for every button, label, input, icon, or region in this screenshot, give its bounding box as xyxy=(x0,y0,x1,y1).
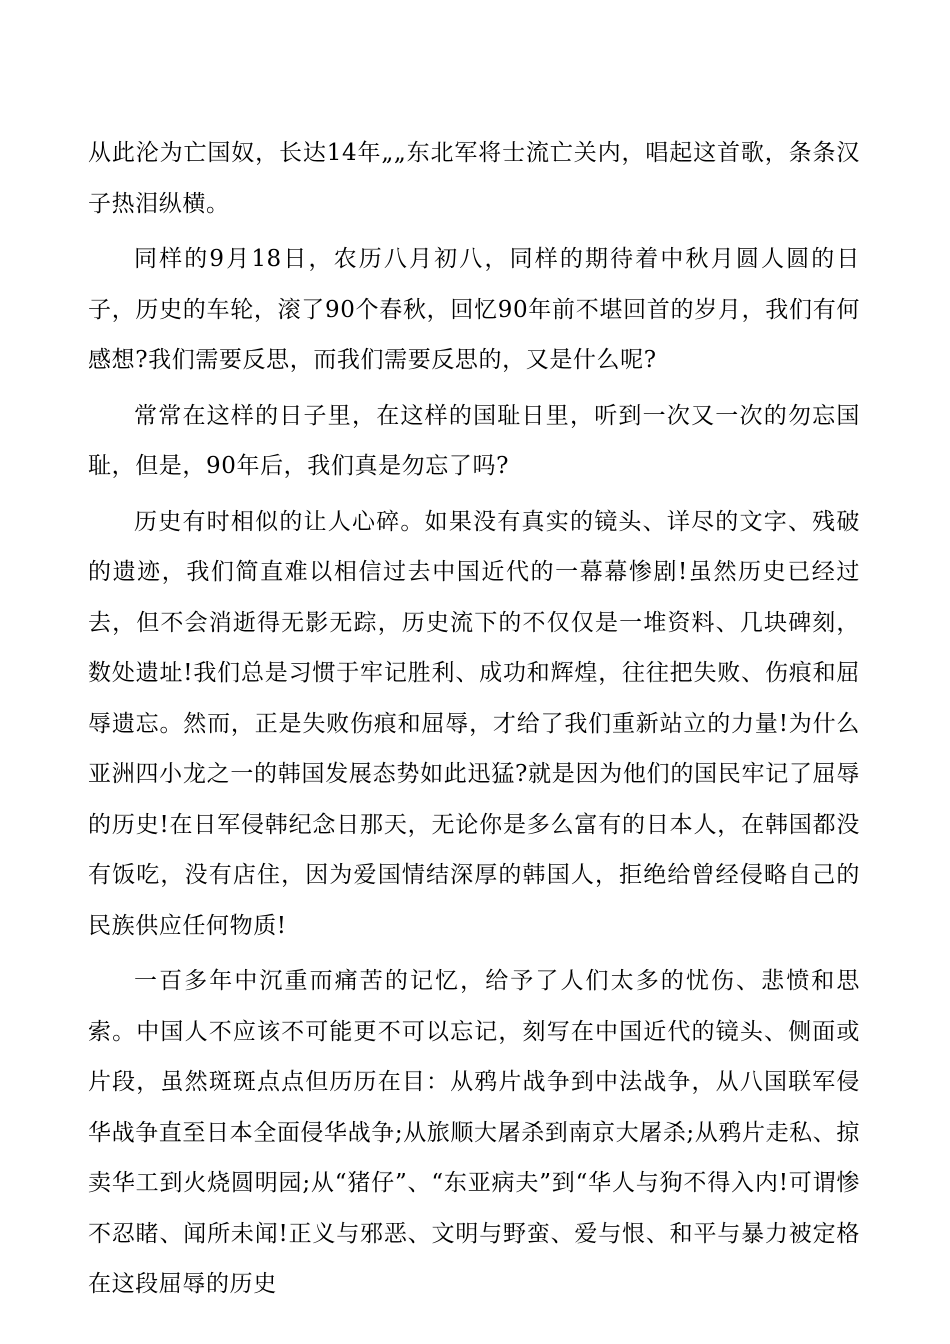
paragraph-2: 同样的9月18日，农历八月初八，同样的期待着中秋月圆人圆的日子，历史的车轮，滚了90个春秋，回忆90年前不堪回首的岁月，我们有何感想?我们需要反思，而我们需要反思的，又是什么呢? xyxy=(88,246,860,373)
document-body xyxy=(88,128,860,1315)
paragraph-5: 一百多年中沉重而痛苦的记忆，给予了人们太多的忧伤、悲愤和思索。中国人不应该不可能更不可以忘记，刻写在中国近代的镜头、侧面或片段，虽然斑斑点点但历历在目：从鸦片战争到中法战争，从八国联军侵华战争直至日本全面侵华战争;从旅顺大屠杀到南京大屠杀;从鸦片走私、掠卖华工到火烧圆明园;从“猪仔”、“东亚病夫”到“华人与狗不得入内!可谓惨不忍睹、闻所未闻!正义与邪恶、文明与野蛮、爱与恨、和平与暴力被定格在这段屈辱的历史 xyxy=(88,968,860,1297)
paragraph-4: 历史有时相似的让人心碎。如果没有真实的镜头、详尽的文字、残破的遗迹，我们简直难以相信过去中国近代的一幕幕惨剧!虽然历史已经过去，但不会消逝得无影无踪，历史流下的不仅仅是一堆资料、几块碑刻，数处遗址!我们总是习惯于牢记胜利、成功和辉煌，往往把失败、伤痕和屈辱遗忘。然而，正是失败伤痕和屈辱，才给了我们重新站立的力量!为什么亚洲四小龙之一的韩国发展态势如此迅猛?就是因为他们的国民牢记了屈辱的历史!在日军侵韩纪念日那天，无论你是多么富有的日本人，在韩国都没有饭吃，没有店住，因为爱国情结深厚的韩国人，拒绝给曾经侵略自己的民族供应任何物质! xyxy=(88,508,860,939)
paragraph-3: 常常在这样的日子里，在这样的国耻日里，听到一次又一次的勿忘国耻，但是，90年后，我们真是勿忘了吗? xyxy=(88,402,860,479)
paragraph-1: 从此沦为亡国奴，长达14年„„东北军将士流亡关内，唱起这首歌，条条汉子热泪纵横。 xyxy=(88,140,860,217)
